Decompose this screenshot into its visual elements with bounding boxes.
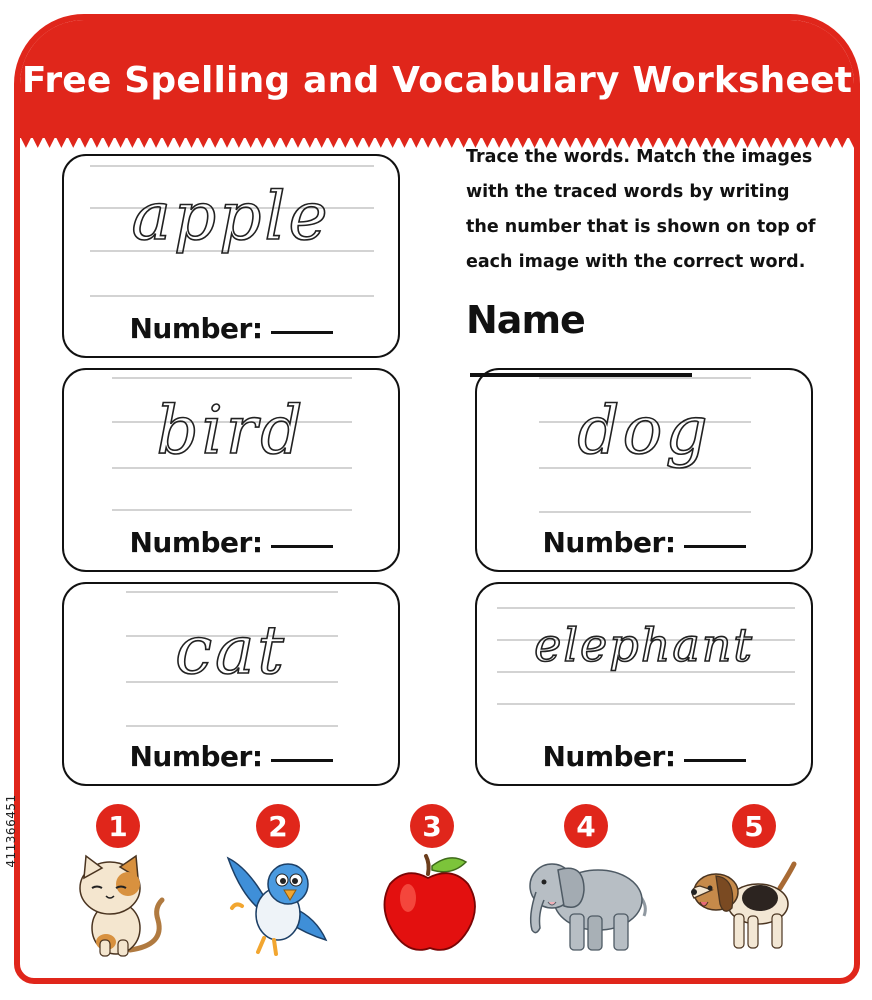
number-label: Number:: [129, 526, 263, 559]
number-label: Number:: [129, 312, 263, 345]
number-field[interactable]: [64, 526, 398, 559]
name-field[interactable]: [466, 298, 806, 386]
watermark-id: 411366451: [4, 794, 18, 868]
number-blank[interactable]: [271, 545, 333, 548]
trace-word[interactable]: cat: [175, 612, 287, 689]
instructions-text: Trace the words. Match the images with the traced words by writing the number that is shown on top of each image with the correct word.: [466, 147, 816, 272]
number-blank[interactable]: [684, 759, 746, 762]
watermark: [4, 764, 18, 904]
trace-word[interactable]: dog: [577, 392, 711, 469]
number-label: Number:: [129, 740, 263, 773]
number-field[interactable]: [64, 312, 398, 345]
number-field[interactable]: [477, 526, 811, 559]
trace-word[interactable]: elephant: [534, 618, 754, 672]
badge-5: 5: [732, 804, 776, 848]
badge-4: 4: [564, 804, 608, 848]
name-label: Name: [466, 298, 585, 342]
badge-2: 2: [256, 804, 300, 848]
trace-word[interactable]: apple: [131, 178, 331, 255]
name-blank[interactable]: [470, 373, 692, 377]
bird-icon[interactable]: [218, 848, 330, 960]
trace-word[interactable]: bird: [156, 392, 306, 469]
dog-icon[interactable]: [686, 858, 802, 956]
number-field[interactable]: [64, 740, 398, 773]
worksheet-title: Free Spelling and Vocabulary Worksheet: [21, 60, 853, 101]
badge-1: 1: [96, 804, 140, 848]
word-box-cat: [62, 582, 400, 786]
badge-3: 3: [410, 804, 454, 848]
number-blank[interactable]: [271, 331, 333, 334]
word-box-dog: [475, 368, 813, 572]
number-blank[interactable]: [684, 545, 746, 548]
number-blank[interactable]: [271, 759, 333, 762]
word-box-apple: [62, 154, 400, 358]
elephant-icon[interactable]: [522, 856, 652, 956]
apple-icon[interactable]: [378, 852, 482, 958]
number-field[interactable]: [477, 740, 811, 773]
cat-icon[interactable]: [70, 850, 170, 960]
word-box-bird: [62, 368, 400, 572]
number-label: Number:: [542, 526, 676, 559]
number-label: Number:: [542, 740, 676, 773]
word-box-elephant: [475, 582, 813, 786]
